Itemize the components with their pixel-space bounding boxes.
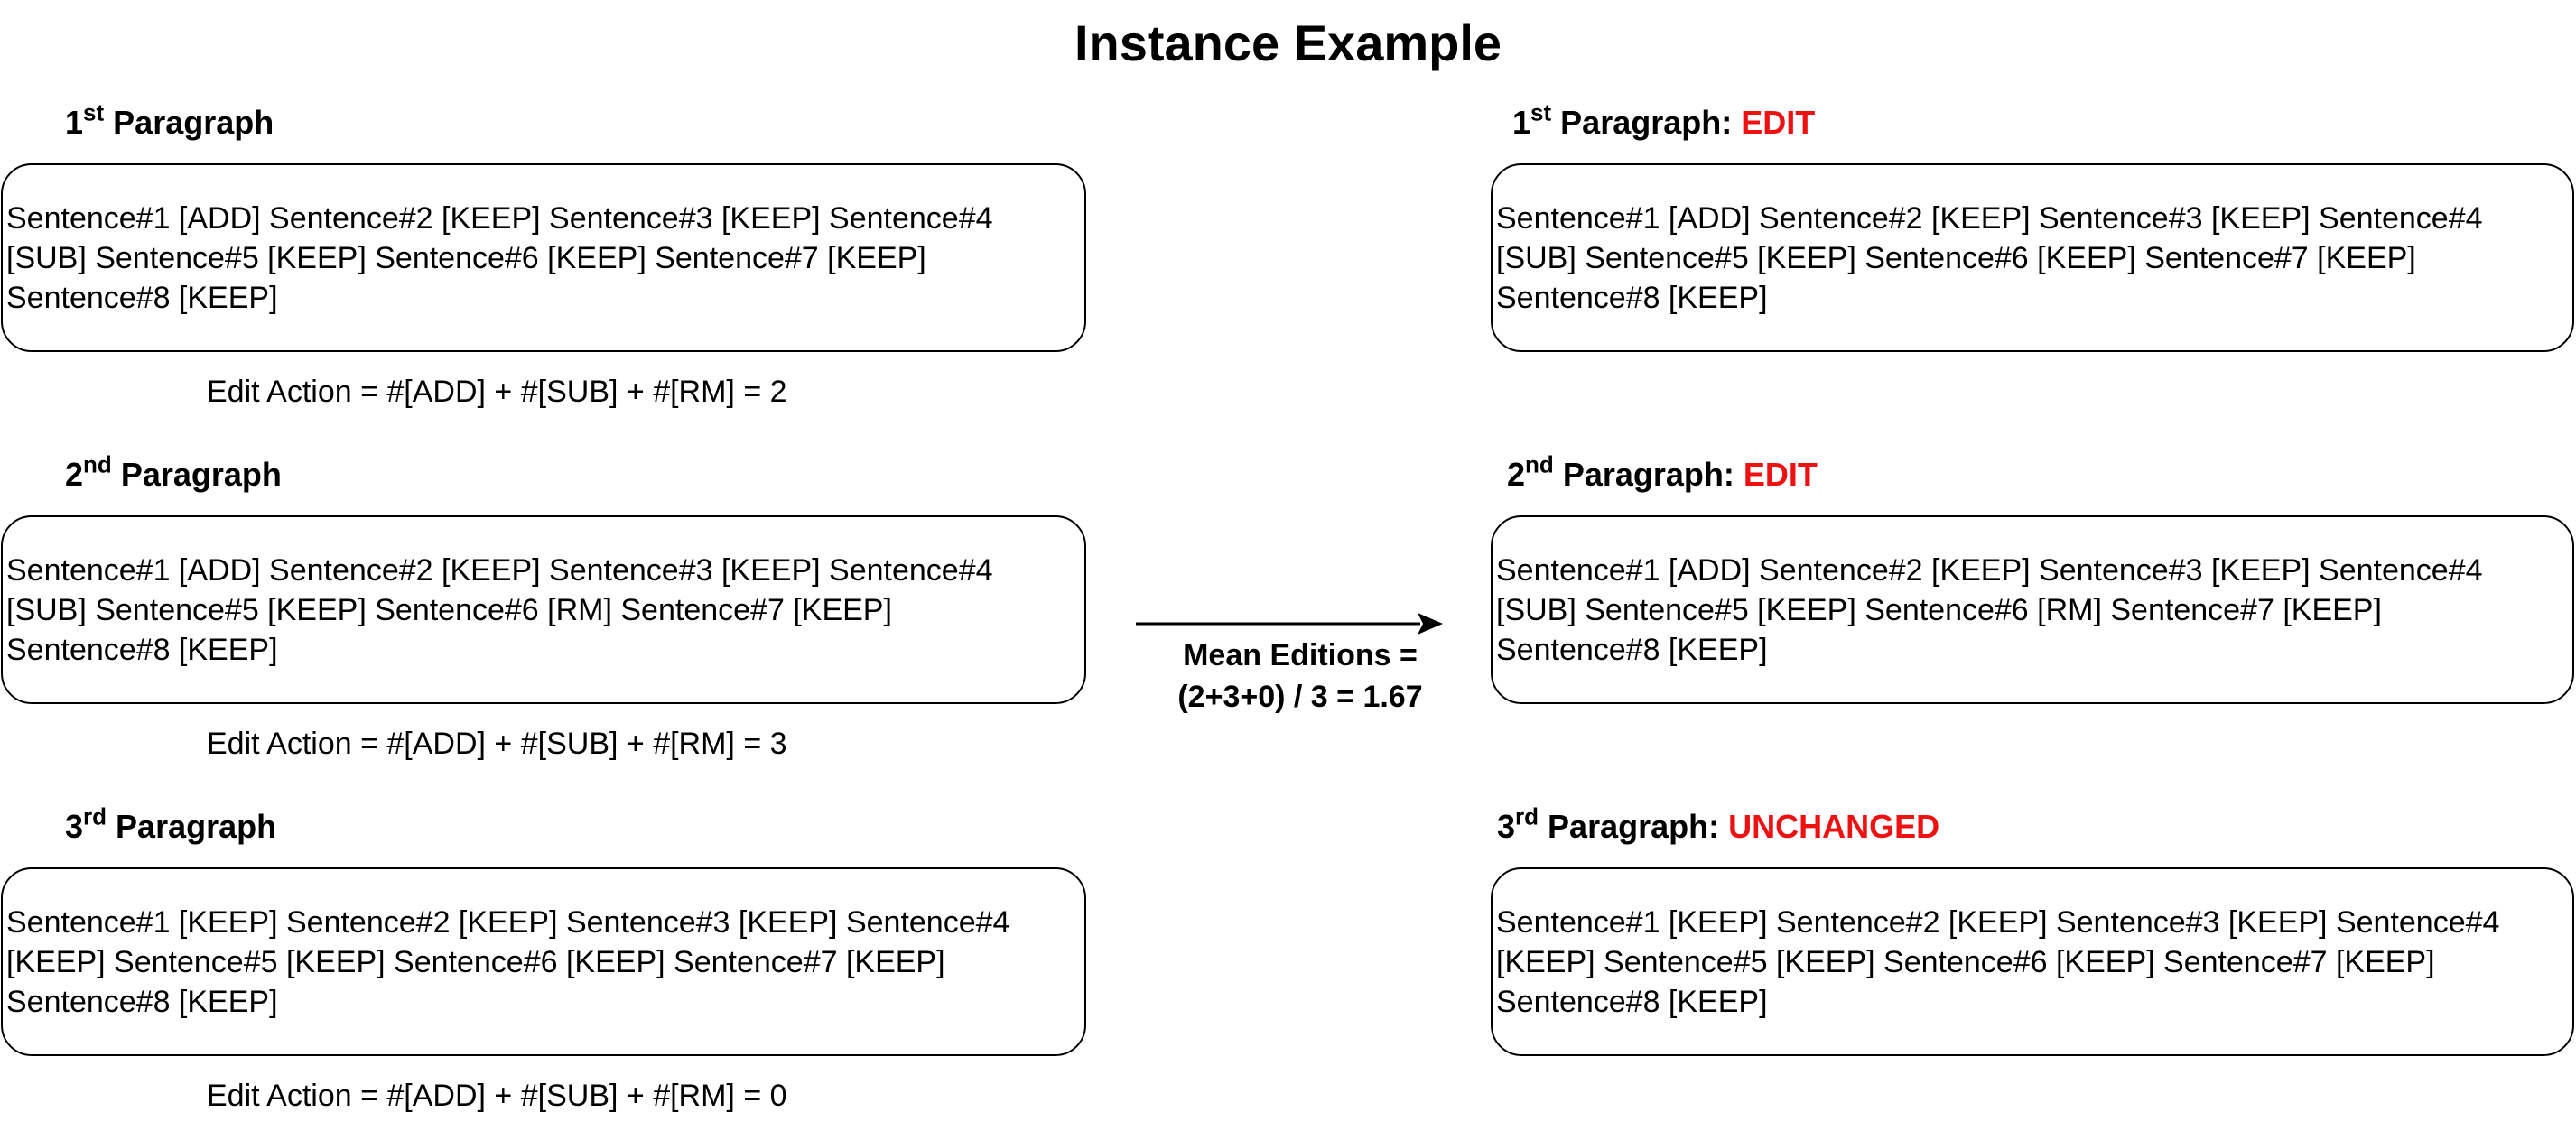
right-heading-3: 3rd Paragraph: UNCHANGED bbox=[1497, 802, 1940, 845]
right-paragraph-box-3 bbox=[1491, 867, 2574, 1056]
paragraph-line: Sentence#1 [ADD] Sentence#2 [KEEP] Sentence#3 [KEEP] Sentence#4 bbox=[6, 200, 993, 236]
edit-action-2: Edit Action = #[ADD] + #[SUB] + #[RM] = 3 bbox=[207, 727, 787, 761]
arrow-right-icon bbox=[1136, 610, 1443, 637]
paragraph-line: [KEEP] Sentence#5 [KEEP] Sentence#6 [KEEP] Sentence#7 [KEEP] bbox=[1496, 944, 2435, 979]
left-heading-1: 1st Paragraph bbox=[65, 98, 274, 141]
status-badge: EDIT bbox=[1741, 104, 1816, 141]
status-badge: EDIT bbox=[1743, 456, 1818, 493]
paragraph-line: Sentence#8 [KEEP] bbox=[1496, 632, 1768, 667]
paragraph-line: Sentence#8 [KEEP] bbox=[6, 632, 278, 667]
left-paragraph-box-3 bbox=[1, 867, 1086, 1056]
left-paragraph-box-2 bbox=[1, 515, 1086, 704]
paragraph-line: Sentence#8 [KEEP] bbox=[1496, 280, 1768, 315]
paragraph-line: [SUB] Sentence#5 [KEEP] Sentence#6 [KEEP] Sentence#7 [KEEP] bbox=[1496, 240, 2416, 275]
paragraph-line: Sentence#1 [ADD] Sentence#2 [KEEP] Sentence#3 [KEEP] Sentence#4 bbox=[1496, 552, 2483, 588]
diagram-title: Instance Example bbox=[1074, 14, 1502, 71]
paragraph-line: Sentence#1 [KEEP] Sentence#2 [KEEP] Sentence#3 [KEEP] Sentence#4 bbox=[1496, 904, 2500, 940]
paragraph-line: Sentence#8 [KEEP] bbox=[1496, 984, 1768, 1019]
edit-action-1: Edit Action = #[ADD] + #[SUB] + #[RM] = 2 bbox=[207, 375, 787, 409]
paragraph-line: [SUB] Sentence#5 [KEEP] Sentence#6 [RM] Sentence#7 [KEEP] bbox=[1496, 592, 2382, 627]
paragraph-line: [SUB] Sentence#5 [KEEP] Sentence#6 [RM] Sentence#7 [KEEP] bbox=[6, 592, 892, 627]
paragraph-line: Sentence#8 [KEEP] bbox=[6, 984, 278, 1019]
paragraph-line: [SUB] Sentence#5 [KEEP] Sentence#6 [KEEP] Sentence#7 [KEEP] bbox=[6, 240, 926, 275]
status-badge: UNCHANGED bbox=[1728, 808, 1940, 845]
right-paragraph-box-2 bbox=[1491, 515, 2574, 704]
right-paragraph-box-1 bbox=[1491, 163, 2574, 352]
left-heading-2: 2nd Paragraph bbox=[65, 450, 282, 493]
left-heading-3: 3rd Paragraph bbox=[65, 802, 277, 845]
paragraph-line: Sentence#1 [ADD] Sentence#2 [KEEP] Sentence#3 [KEEP] Sentence#4 bbox=[6, 552, 993, 588]
paragraph-line: Sentence#1 [KEEP] Sentence#2 [KEEP] Sentence#3 [KEEP] Sentence#4 bbox=[6, 904, 1010, 940]
paragraph-line: Sentence#1 [ADD] Sentence#2 [KEEP] Sentence#3 [KEEP] Sentence#4 bbox=[1496, 200, 2483, 236]
right-heading-2: 2nd Paragraph: EDIT bbox=[1507, 450, 1818, 493]
right-heading-1: 1st Paragraph: EDIT bbox=[1512, 98, 1816, 141]
mean-editions-label: Mean Editions = (2+3+0) / 3 = 1.67 bbox=[1177, 638, 1423, 714]
paragraph-line: [KEEP] Sentence#5 [KEEP] Sentence#6 [KEEP] Sentence#7 [KEEP] bbox=[6, 944, 945, 979]
edit-action-3: Edit Action = #[ADD] + #[SUB] + #[RM] = 0 bbox=[207, 1079, 787, 1113]
paragraph-line: Sentence#8 [KEEP] bbox=[6, 280, 278, 315]
left-paragraph-box-1 bbox=[1, 163, 1086, 352]
